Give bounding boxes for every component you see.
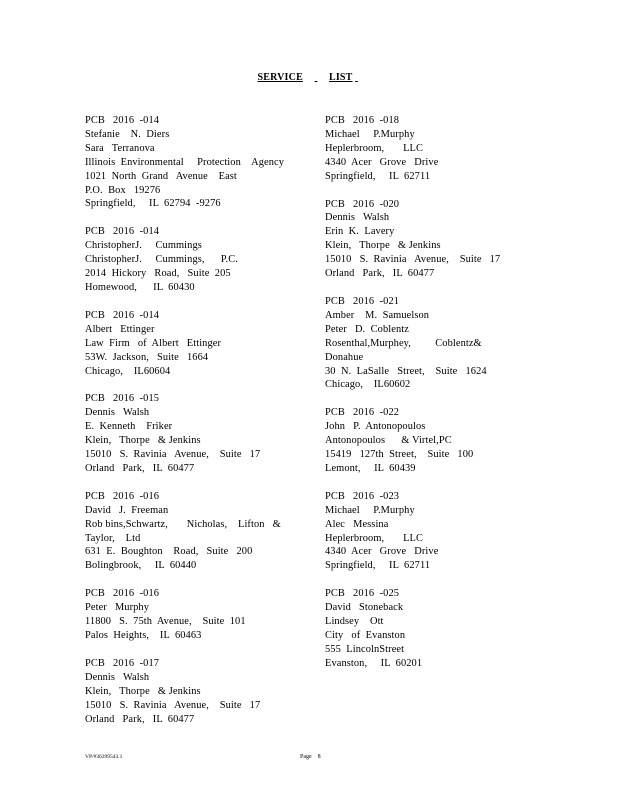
service-entry	[85, 392, 305, 475]
entry-line: Dennis Walsh	[85, 407, 150, 419]
entry-line: John P. Antonopoulos	[325, 421, 426, 433]
service-entry	[325, 198, 545, 281]
entry-line: 15010 S. Ravinia Avenue, Suite 17	[85, 449, 261, 461]
entry-line: Palos Heights, IL 60463	[85, 630, 202, 641]
entry-line: Lindsey Ott	[325, 616, 384, 628]
entry-line: Evanston, IL 60201	[325, 657, 423, 669]
footer-doc-id: VP/#36399543.1	[85, 754, 123, 760]
entry-line: PCB 2016 -017	[85, 657, 160, 669]
service-entry	[85, 490, 305, 573]
service-entry	[325, 490, 545, 573]
entry-line: 1021 North Grand Avenue East	[85, 170, 237, 182]
entry-line: Heplerbroom, LLC	[325, 142, 424, 154]
entry-line: PCB 2016 -014	[85, 226, 160, 238]
entry-line: Amber M. Samuelson	[325, 309, 430, 321]
entry-line: P.O. Box 19276	[85, 184, 161, 196]
entry-line: PCB 2016 -020	[325, 198, 400, 210]
entry-line: Klein, Thorpe & Jenkins	[85, 435, 201, 447]
entry-line: 11800 S. 75th Avenue, Suite 101	[85, 616, 246, 628]
service-entry	[325, 114, 545, 184]
entry-line: 2014 Hickory Road, Suite 205	[85, 268, 231, 280]
service-entry	[85, 657, 305, 727]
entry-line: Chicago, IL60604	[85, 365, 171, 377]
entry-line: 53W. Jackson, Suite 1664	[85, 351, 209, 363]
entry-line: Springfield, IL 62711	[325, 170, 431, 182]
entry-line: PCB 2016 -021	[325, 295, 400, 307]
service-entry	[85, 225, 305, 295]
entry-line: PCB 2016 -014	[85, 309, 160, 321]
page-title	[0, 72, 618, 83]
entry-line: Klein, Thorpe & Jenkins	[325, 240, 441, 252]
entry-line: Albert Ettinger	[85, 323, 155, 335]
entry-line: PCB 2016 -023	[325, 490, 400, 502]
entry-line: Taylor, Ltd	[85, 532, 141, 544]
title-gap	[303, 72, 329, 83]
entry-line: 555 LincolnStreet	[325, 643, 405, 655]
entry-line: Illinois Environmental Protection Agency	[85, 156, 285, 168]
entry-line: 15010 S. Ravinia Avenue, Suite 17	[325, 254, 501, 266]
entry-line: 15010 S. Ravinia Avenue, Suite 17	[85, 699, 261, 711]
entry-line: Rosenthal,Murphey, Coblentz&	[325, 337, 482, 349]
entry-line: Klein, Thorpe & Jenkins	[85, 685, 201, 697]
entry-line: Chicago, IL60602	[325, 379, 411, 391]
entry-line: 30 N. LaSalle Street, Suite 1624	[325, 365, 487, 377]
service-entry	[325, 295, 545, 392]
entry-line: PCB 2016 -018	[325, 115, 400, 126]
entry-line: David J. Freeman	[85, 504, 169, 516]
entry-line: City of Evanston	[325, 630, 406, 641]
service-entry	[325, 406, 545, 476]
entry-line: Peter D. Coblentz	[325, 323, 409, 335]
entry-line: Orland Park, IL 60477	[85, 462, 195, 474]
entry-line: E. Kenneth Friker	[85, 421, 173, 433]
service-entry	[85, 587, 305, 643]
entry-line: Bolingbrook, IL 60440	[85, 560, 197, 572]
entry-line: 15419 127th Street, Suite 100	[325, 449, 474, 461]
service-entry	[85, 309, 305, 379]
entry-line: Lemont, IL 60439	[325, 462, 416, 474]
entry-line: Law Firm of Albert Ettinger	[85, 337, 222, 349]
title-word-service: SERVICE	[257, 72, 303, 83]
entry-line: David Stoneback	[325, 602, 404, 614]
entry-line: Rob bins,Schwartz, Nicholas, Lifton &	[85, 518, 281, 530]
entry-line: PCB 2016 -016	[85, 588, 160, 600]
service-entry	[325, 587, 545, 670]
entry-line: Heplerbroom, LLC	[325, 532, 424, 544]
entry-line: Orland Park, IL 60477	[85, 713, 195, 725]
entry-line: Erin K. Lavery	[325, 226, 395, 238]
entry-line: PCB 2016 -022	[325, 407, 400, 419]
entry-line: Stefanie N. Diers	[85, 128, 170, 140]
entry-line: PCB 2016 -025	[325, 588, 400, 600]
entry-line: PCB 2016 -014	[85, 115, 160, 126]
entry-line: Donahue	[325, 351, 364, 363]
entry-line: ChristopherJ. Cummings	[85, 240, 202, 252]
entry-line: Springfield, IL 62711	[325, 560, 431, 572]
entry-line: 4340 Acer Grove Drive	[325, 156, 439, 168]
entry-line: Michael P.Murphy	[325, 128, 415, 140]
entry-line: Peter Murphy	[85, 602, 150, 614]
entry-line: ChristopherJ. Cummings, P.C.	[85, 254, 238, 266]
entry-line: Michael P.Murphy	[325, 504, 415, 516]
title-gap-trailing	[353, 72, 361, 83]
service-entry	[85, 114, 305, 211]
entry-line: PCB 2016 -016	[85, 490, 160, 502]
entry-line: PCB 2016 -015	[85, 393, 160, 405]
entry-line: Dennis Walsh	[325, 212, 390, 224]
entry-line: 631 E. Boughton Road, Suite 200	[85, 546, 253, 558]
entry-line: Antonopoulos & Virtel,PC	[325, 435, 452, 447]
left-column	[85, 114, 305, 740]
entry-line: Springfield, IL 62794 -9276	[85, 198, 221, 210]
footer-page-number: Page 8	[300, 754, 321, 760]
entry-line: Sara Terranova	[85, 142, 155, 154]
entry-line: Dennis Walsh	[85, 671, 150, 683]
entry-line: Alec Messina	[325, 518, 389, 530]
title-word-list: LIST	[328, 72, 353, 83]
entry-line: 4340 Acer Grove Drive	[325, 546, 439, 558]
entry-line: Orland Park, IL 60477	[325, 268, 435, 280]
right-column	[325, 114, 545, 685]
entry-line: Homewood, IL 60430	[85, 281, 195, 293]
